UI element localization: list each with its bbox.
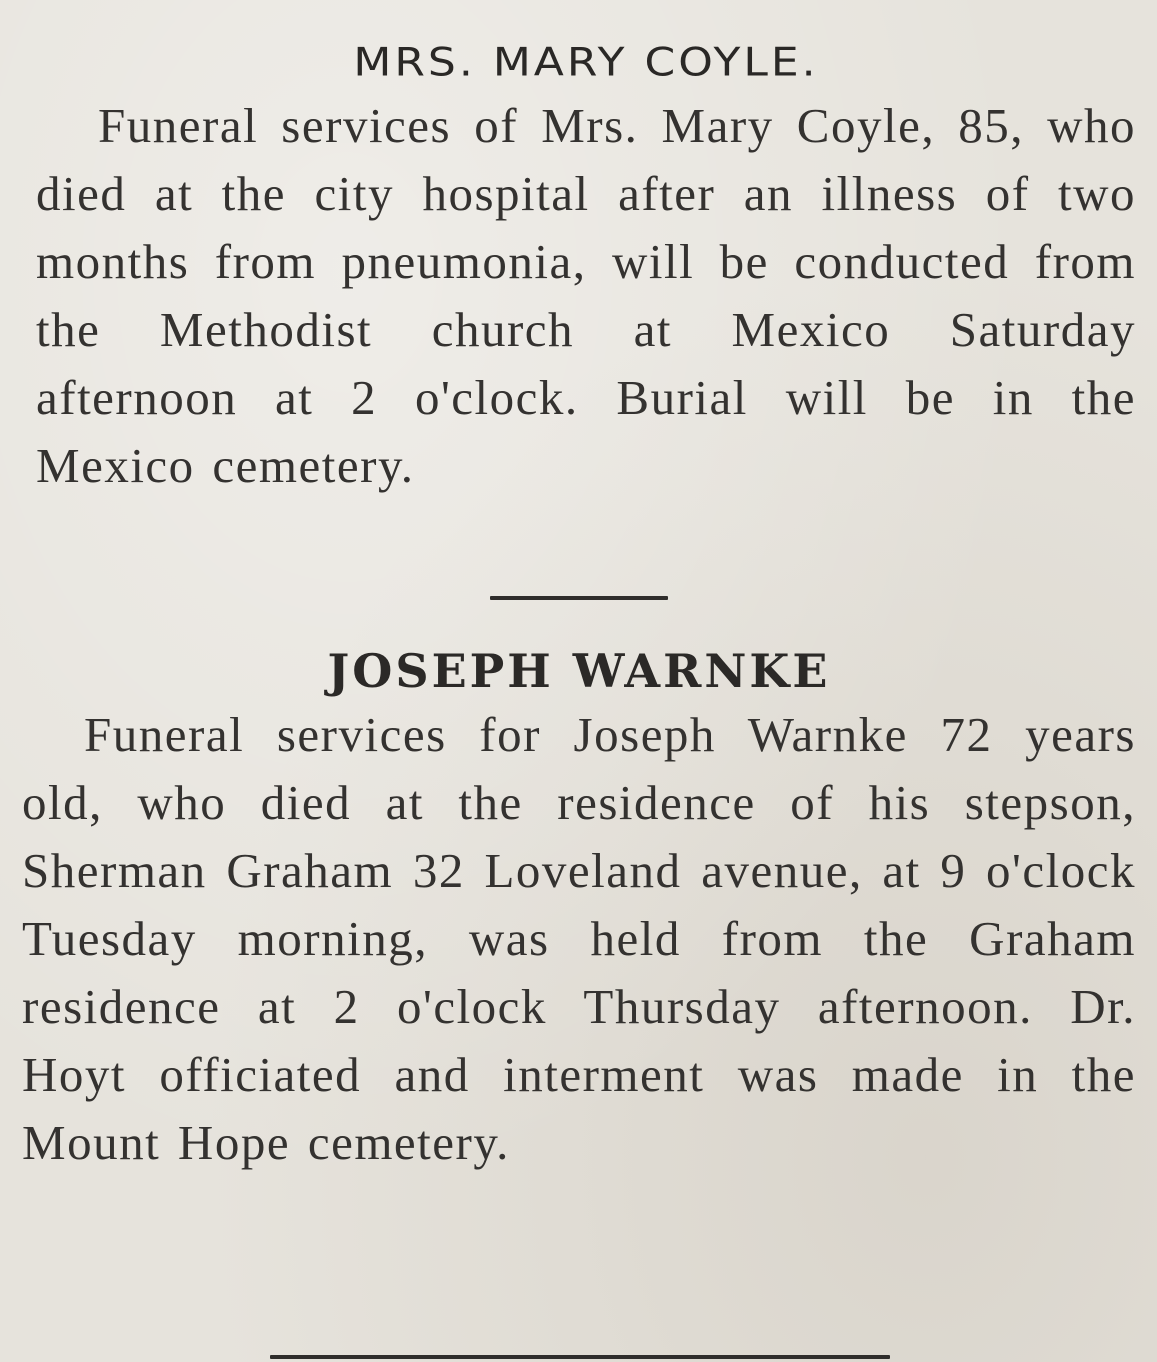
bottom-divider: [270, 1355, 890, 1359]
headline-joseph-warnke: JOSEPH WARNKE: [327, 644, 831, 698]
section-divider: [490, 596, 668, 600]
obituary-joseph-warnke: [22, 641, 1136, 1177]
body-joseph-warnke: [22, 701, 1136, 1177]
body-text-mary-coyle: Funeral services of Mrs. Mary Coyle, 85, who died at the city hospital after an illness of two months from pneumonia, will be conducted from the Methodist church at Mexico Saturday afternoon at 2 o'clock. Burial will be in the Mexico cemetery.: [36, 98, 1136, 493]
body-mary-coyle: [36, 92, 1136, 500]
headline-mary-coyle: MRS. MARY COYLE.: [353, 39, 819, 86]
body-text-joseph-warnke: Funeral services for Joseph Warnke 72 years old, who died at the residence of his stepson, Sherman Graham 32 Loveland avenue, at 9 o'clock Tuesday morning, was held from the Graham residence at 2 o'clock Thursday afternoon. Dr. Hoyt officiated and interment was made in the Mount Hope cemetery.: [22, 707, 1136, 1170]
obituary-mary-coyle: [36, 34, 1136, 500]
